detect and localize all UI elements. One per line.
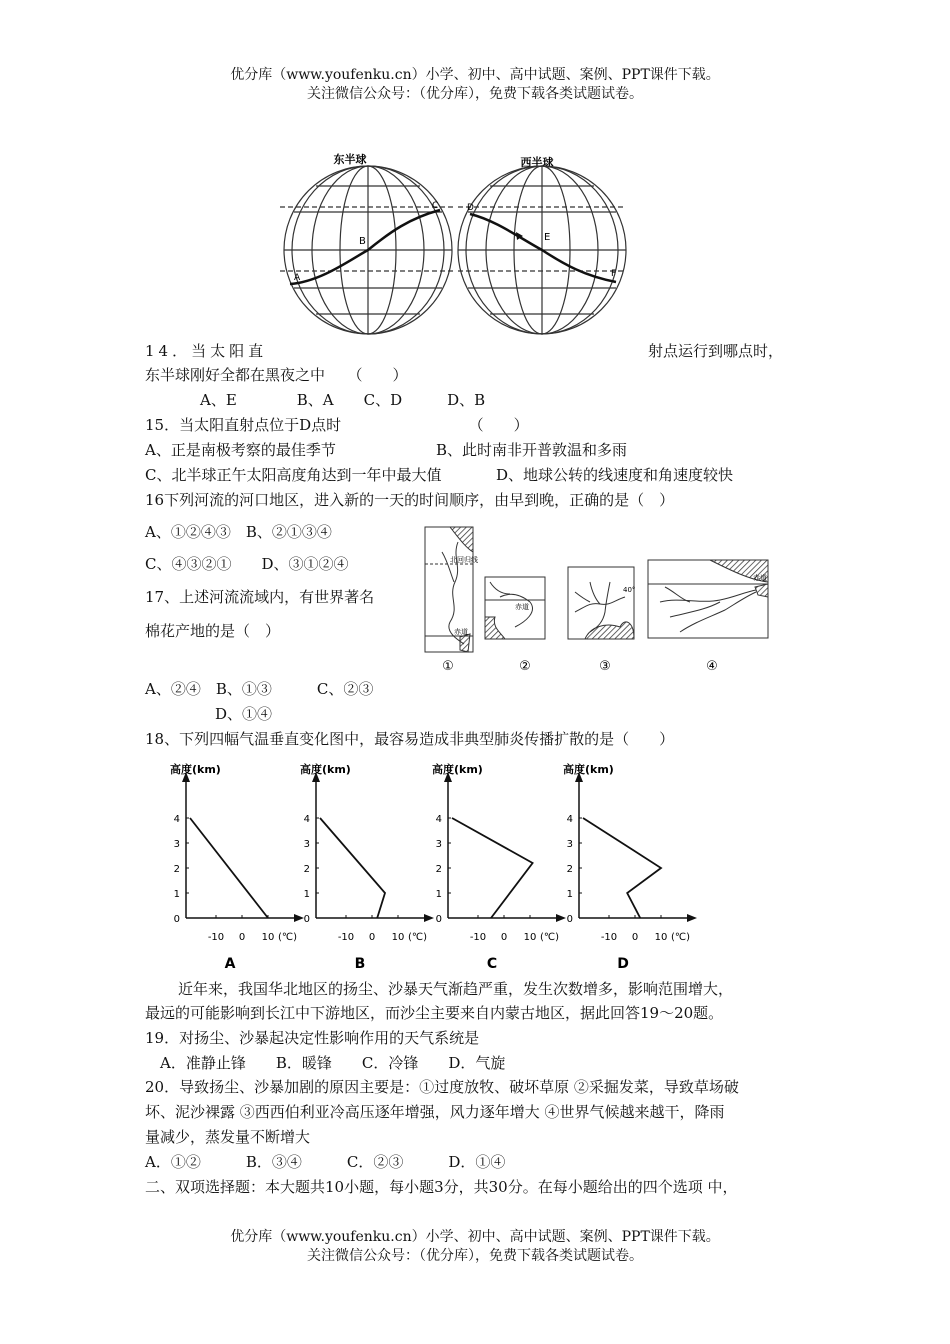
q20-stem-line3: 量减少，蒸发量不断增大 <box>145 1128 311 1146</box>
x-tick-label: 0 <box>500 932 508 943</box>
chart-label: D <box>617 956 629 972</box>
y-tick-label: 3 <box>435 839 442 850</box>
map2-equator-label: 赤道 <box>515 603 529 611</box>
q17-stem-line2: 棉花产地的是（ ） <box>145 622 281 640</box>
y-axis-title: 高度(km) <box>563 763 614 776</box>
x-tick-label: 10 <box>654 932 668 943</box>
q19-stem: 19．对扬尘、沙暴起决定性影响作用的天气系统是 <box>145 1029 480 1047</box>
header-line-2: 关注微信公众号：（优分库），免费下载各类试题试卷。 <box>307 86 643 102</box>
y-tick-label: 2 <box>566 864 573 875</box>
q15-option-c: C、北半球正午太阳高度角达到一年中最大值 <box>145 466 442 484</box>
x-tick-label: -10 <box>469 932 487 943</box>
q20-stem-line1: 20．导致扬尘、沙暴加剧的原因主要是：①过度放牧、破坏草原 ②采掘发菜，导致草场破 <box>145 1078 739 1096</box>
y-tick-label: 1 <box>435 889 442 900</box>
q17-option-d: D、①④ <box>215 705 273 723</box>
point-f-label: F <box>611 269 617 279</box>
x-axis-arrow-icon <box>294 914 304 922</box>
q17-options-abc: A、②④ B、①③ C、②③ <box>145 680 374 698</box>
y-axis-title: 高度(km) <box>170 763 221 776</box>
river-map-4 <box>648 560 768 638</box>
x-axis-arrow-icon <box>687 914 697 922</box>
y-tick-label: 2 <box>173 864 180 875</box>
map-label-4: ④ <box>706 659 718 674</box>
river-map-3 <box>568 567 634 639</box>
x-tick-label: 10 <box>523 932 537 943</box>
y-tick-label: 0 <box>173 914 180 925</box>
temp-profile-line <box>190 818 268 918</box>
x-axis-unit: (℃) <box>408 932 428 943</box>
x-tick-label: -10 <box>207 932 225 943</box>
point-c-label: C <box>432 201 439 211</box>
x-axis-arrow-icon <box>424 914 434 922</box>
chart-label: A <box>224 956 236 972</box>
q17-stem-line1: 17、上述河流流域内，有世界著名 <box>145 588 375 606</box>
east-globe <box>280 166 456 334</box>
q16-stem: 16下列河流的河口地区，进入新的一天的时间顺序，由早到晚，正确的是（ ） <box>145 491 675 509</box>
chart-label: C <box>486 956 498 972</box>
passage-line-2: 最远的可能影响到长江中下游地区，而沙尘主要来自内蒙古地区，据此回答19～20题。 <box>145 1004 724 1022</box>
y-tick-label: 4 <box>303 814 310 825</box>
x-tick-label: 10 <box>261 932 275 943</box>
map4-equator-label: 赤道 <box>753 574 767 582</box>
point-d-label: D <box>467 203 474 213</box>
q15-option-a: A、正是南极考察的最佳季节 <box>145 441 336 459</box>
temp-chart-A <box>170 762 304 972</box>
x-tick-label: 10 <box>391 932 405 943</box>
x-axis-unit: (℃) <box>671 932 691 943</box>
y-axis-title: 高度(km) <box>432 763 483 776</box>
temp-chart-D <box>563 762 697 972</box>
q14-stem-line2: 东半球刚好全都在黑夜之中 （ ） <box>145 366 408 384</box>
river-maps-figure <box>420 522 780 677</box>
temp-profile-line <box>320 818 385 918</box>
x-tick-label: 0 <box>238 932 246 943</box>
q14-options: A、E B、A C、D D、B <box>200 391 486 409</box>
temp-profile-line <box>452 818 533 918</box>
y-tick-label: 4 <box>173 814 180 825</box>
y-tick-label: 4 <box>435 814 442 825</box>
y-tick-label: 3 <box>173 839 180 850</box>
y-tick-label: 1 <box>303 889 310 900</box>
q15-stem: 15．当太阳直射点位于D点时 （ ） <box>145 416 529 434</box>
map-label-2: ② <box>519 659 531 674</box>
map-label-3: ③ <box>599 659 611 674</box>
point-a-label: A <box>294 273 301 283</box>
temp-profile-line <box>583 818 661 918</box>
west-globe <box>458 166 626 334</box>
temp-chart-C <box>432 762 566 972</box>
q15-option-b: B、此时南非开普敦温和多雨 <box>436 441 628 459</box>
y-tick-label: 0 <box>303 914 310 925</box>
map-label-1: ① <box>442 659 454 674</box>
q20-options: A．①② B．③④ C．②③ D．①④ <box>145 1153 506 1171</box>
point-e-label: E <box>544 232 551 243</box>
y-tick-label: 0 <box>435 914 442 925</box>
y-tick-label: 3 <box>566 839 573 850</box>
east-hemisphere-title: 东半球 <box>333 153 367 166</box>
y-tick-label: 0 <box>566 914 573 925</box>
y-tick-label: 1 <box>566 889 573 900</box>
temp-chart-B <box>300 762 434 972</box>
x-tick-label: 0 <box>631 932 639 943</box>
q16-options-cd: C、④③②① D、③①②④ <box>145 555 349 573</box>
x-axis-unit: (℃) <box>540 932 560 943</box>
map3-lat-label: 40° <box>623 586 636 594</box>
chart-label: B <box>354 956 366 972</box>
west-hemisphere-title: 西半球 <box>520 156 554 169</box>
y-tick-label: 1 <box>173 889 180 900</box>
temperature-profile-charts <box>150 760 730 975</box>
passage-line-1: 近年来，我国华北地区的扬尘、沙暴天气渐趋严重，发生次数增多，影响范围增大， <box>178 980 734 998</box>
q14-stem-part1: 14．当太阳直 <box>145 342 268 360</box>
q20-stem-line2: 坏、泥沙裸露 ③西西伯利亚冷高压逐年增强，风力逐年增大 ④世界气候越来越干，降雨 <box>145 1103 725 1121</box>
x-tick-label: 0 <box>368 932 376 943</box>
q14-stem-part2: 射点运行到哪点时， <box>648 342 784 360</box>
q19-options: A．准静止锋 B．暖锋 C．冷锋 D．气旋 <box>160 1054 506 1072</box>
y-tick-label: 2 <box>303 864 310 875</box>
header-line-1: 优分库（www.youfenku.cn）小学、初中、高中试题、案例、PPT课件下载。 <box>230 67 720 83</box>
x-tick-label: -10 <box>337 932 355 943</box>
q16-options-ab: A、①②④③ B、②①③④ <box>145 523 332 541</box>
point-b-label: B <box>359 236 366 247</box>
x-axis-arrow-icon <box>556 914 566 922</box>
footer-line-2: 关注微信公众号：（优分库），免费下载各类试题试卷。 <box>307 1248 643 1264</box>
y-axis-title: 高度(km) <box>300 763 351 776</box>
globes-figure <box>280 150 630 350</box>
x-tick-label: -10 <box>600 932 618 943</box>
y-tick-label: 4 <box>566 814 573 825</box>
footer-line-1: 优分库（www.youfenku.cn）小学、初中、高中试题、案例、PPT课件下载。 <box>230 1229 720 1245</box>
q15-option-d: D、地球公转的线速度和角速度较快 <box>496 466 734 484</box>
y-tick-label: 2 <box>435 864 442 875</box>
x-axis-unit: (℃) <box>278 932 298 943</box>
map1-equator-label: 赤道 <box>454 628 468 636</box>
q18-stem: 18、下列四幅气温垂直变化图中，最容易造成非典型肺炎传播扩散的是（ ） <box>145 730 675 748</box>
map1-tropic-label: 北回归线 <box>450 556 478 564</box>
section-2-heading: 二、双项选择题：本大题共10小题，每小题3分，共30分。在每小题给出的四个选项 中， <box>145 1178 738 1196</box>
y-tick-label: 3 <box>303 839 310 850</box>
